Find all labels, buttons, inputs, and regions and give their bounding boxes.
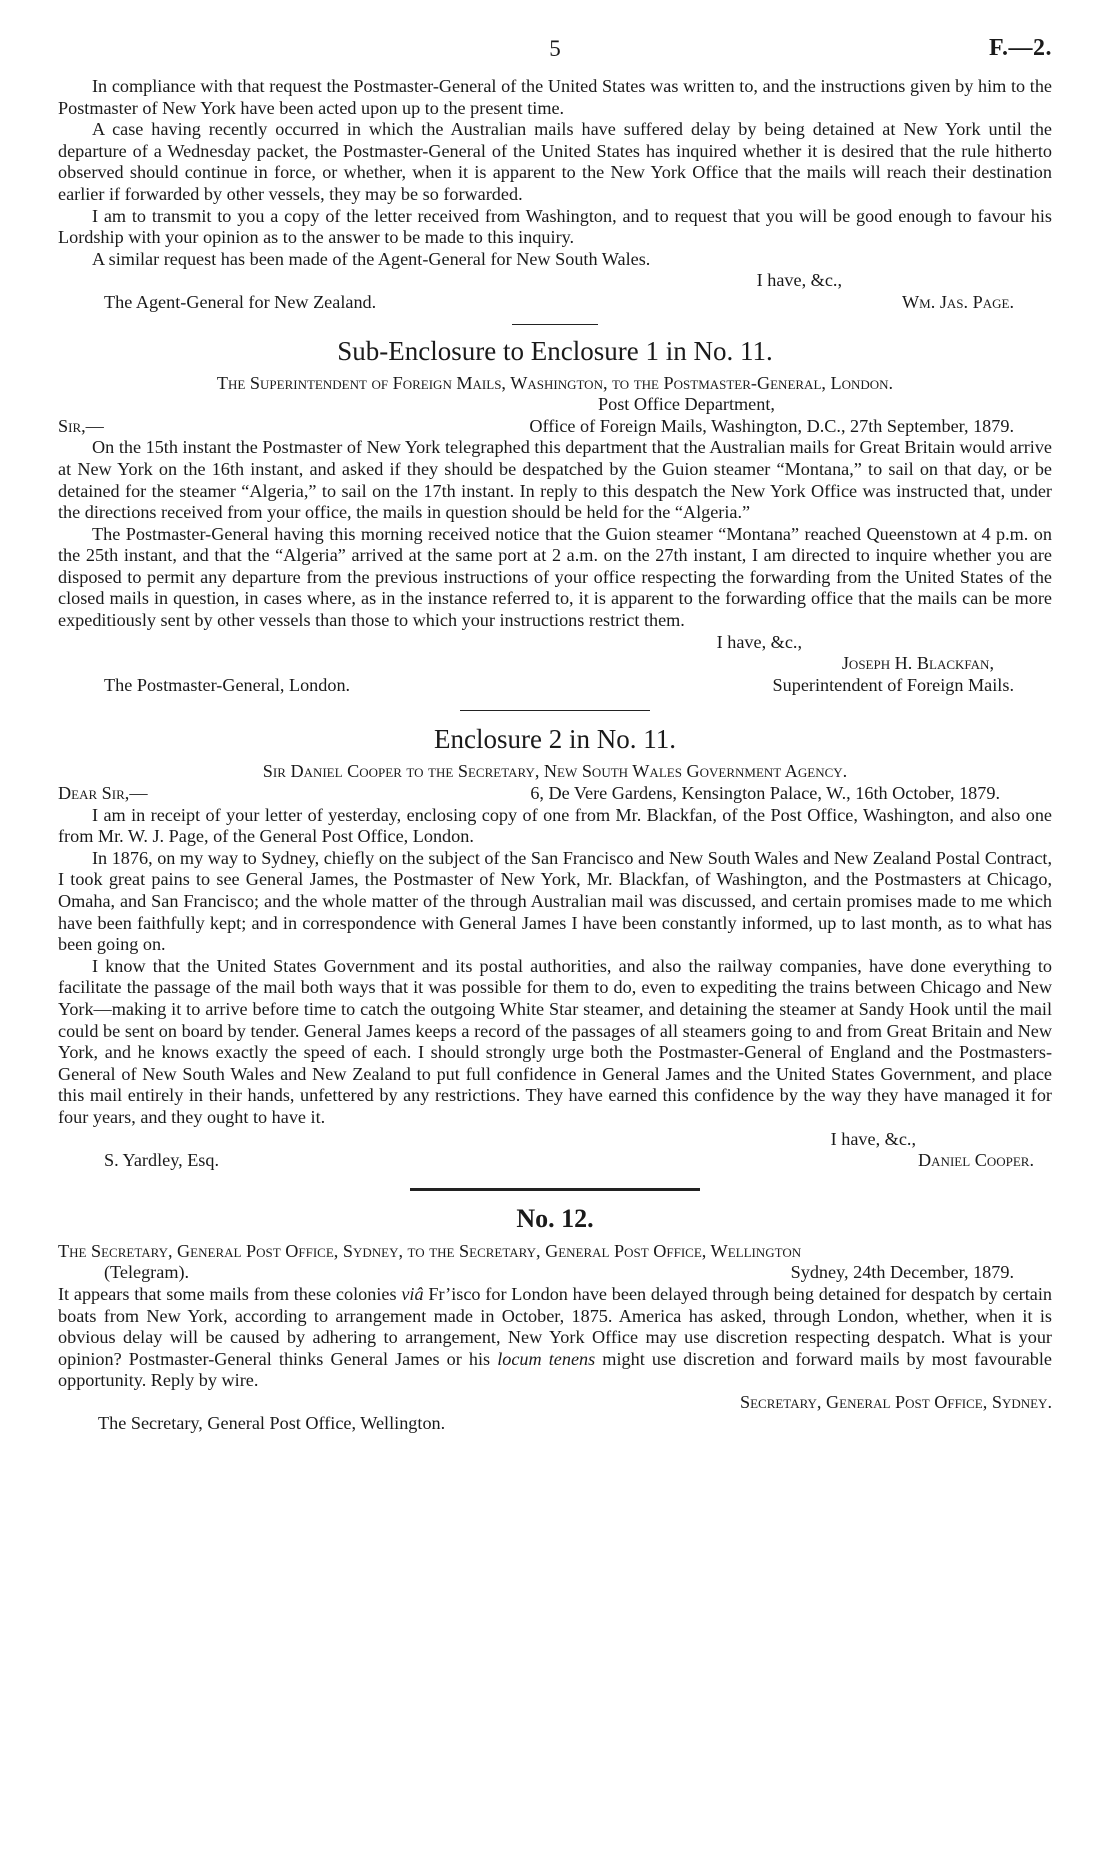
paragraph: A case having recently occurred in which the Australian mails have suffered delay by being detained at New York until the departure of a Wednesday packet, the Postmaster-General of the United States has inquired whether it is desired that the rule hitherto observed should continue in force, or whether, when it is apparent to the New York Office that the mails will reach their destination earlier if forwarded by other vessels, they may be so forwarded.: [58, 119, 1052, 204]
page-header: [58, 30, 1052, 76]
divider: [512, 324, 598, 325]
via-italic: viâ: [401, 1283, 424, 1304]
section-title: No. 12.: [516, 1203, 594, 1233]
signature: Secretary, General Post Office, Sydney.: [739, 1391, 1052, 1412]
paragraph: In compliance with that request the Postmaster-General of the United States was written to, and the instructions given by him to the Postmaster of New York have been acted upon up to the present time.: [58, 76, 1052, 118]
signature: Joseph H. Blackfan,: [841, 653, 994, 674]
paragraph: On the 15th instant the Postmaster of New York telegraphed this department that the Australian mails for Great Britain would arrive at New York on the 16th instant, and asked if they should be despatched by the Guion steamer “Montana,” to sail on that day, or be detained for the steamer “Algeria,” to sail on the 17th instant. In reply to this despatch the New York Office was instructed that, under the directions received from your office, the mails in question should be held for the “Algeria.”: [58, 437, 1052, 523]
telegram-label: (Telegram).: [104, 1262, 190, 1283]
addressee: The Secretary, General Post Office, Wellington.: [98, 1413, 446, 1434]
page-number: 5: [549, 36, 561, 61]
paragraph: I know that the United States Government and its postal authorities, and also the railway companies, have done everything to facilitate the passage of the mail both ways that it was possible for them to do, even to expediting the trains between Chicago and New York—making it to arrive before time to catch the outgoing White Star steamer, and detaining the steamer at Sandy Hook until the mail could be sent on board by tender. General James keeps a record of the passages of all steamers going to and from Great Britain and New York, and he knows exactly the speed of each. I should strongly urge both the Postmaster-General of England and the Postmasters-General of New South Wales and New Zealand to put full confidence in General James and the United States Government, and place this mail entirely in their hands, unfettered by any restrictions. They have earned this confidence by the way they have managed it for four years, and they ought to have it.: [58, 955, 1052, 1127]
section-title: Sub-Enclosure to Enclosure 1 in No. 11.: [337, 335, 773, 366]
addressee: The Postmaster-General, London.: [104, 674, 351, 695]
salutation: Dear Sir,—: [58, 783, 148, 804]
office-date-line: Office of Foreign Mails, Washington, D.C., 27th September, 1879.: [529, 415, 1014, 436]
paragraph: I am in receipt of your letter of yesterday, enclosing copy of one from Mr. Blackfan, of the Post Office, Washington, and also one from Mr. W. J. Page, of the General Post Office, London.: [58, 804, 1052, 847]
body-text: Fr’isco for London have been delayed through being detained for despatch by certain boats from New York, according to arrangement made in October, 1875. America has asked, through London, whether, when it is obvious delay will be caused by adhering to arrangement, New York Office may use discretion respecting despatch. What is your opinion? Postmaster-General thinks General James or his: [58, 1283, 1052, 1369]
body-text: It appears that some mails from these colonies: [58, 1283, 402, 1304]
addressee: S. Yardley, Esq.: [104, 1150, 220, 1171]
signature: Wm. Jas. Page.: [902, 291, 1014, 312]
closing: I have, &c.,: [830, 1128, 916, 1149]
from-to-line: The Secretary, General Post Office, Sydney, to the Secretary, General Post Office, Wellington: [58, 1240, 802, 1261]
telegram-body: [58, 1284, 1052, 1392]
signature-title: Superintendent of Foreign Mails.: [772, 674, 1014, 695]
divider: [460, 710, 650, 711]
date-line: Sydney, 24th December, 1879.: [790, 1262, 1014, 1283]
paragraph: The Postmaster-General having this morning received notice that the Guion steamer “Montana” reached Queenstown at 4 p.m. on the 25th instant, and that the “Algeria” arrived at the same port at 2 a.m. on the 27th instant, I am directed to inquire whether you are disposed to permit any departure from the previous instructions of your office respecting the forwarding from the United States of the closed mails in question, in cases where, as in the instance referred to, it is apparent to the forwarding office that the mails can be more expeditiously sent by other vessels than those to which your instructions restrict them.: [58, 523, 1052, 631]
paragraph: I am to transmit to you a copy of the letter received from Washington, and to request that you will be good enough to favour his Lordship with your opinion as to the answer to be made to this inquiry.: [58, 205, 1052, 248]
from-to-line: Sir Daniel Cooper to the Secretary, New South Wales Government Agency.: [262, 761, 848, 782]
letter-continuation: [58, 76, 1052, 314]
signature: Daniel Cooper.: [918, 1150, 1034, 1171]
from-to-line: The Superintendent of Foreign Mails, Washington, to the Postmaster-General, London.: [216, 372, 894, 393]
address-date-line: 6, De Vere Gardens, Kensington Palace, W., 16th October, 1879.: [530, 783, 1000, 804]
body-text: might use discretion and forward mails by most favourable opportunity. Reply by wire.: [58, 1348, 1052, 1391]
sub-enclosure-section: [58, 335, 1052, 697]
salutation: Sir,—: [58, 415, 104, 436]
enclosure-2-section: [58, 723, 1052, 1171]
document-code: F.—2.: [989, 35, 1052, 61]
closing: I have, &c.,: [716, 631, 802, 652]
section-title: Enclosure 2 in No. 11.: [434, 724, 676, 755]
paragraph: A similar request has been made of the Agent-General for New South Wales.: [92, 248, 651, 269]
paragraph: In 1876, on my way to Sydney, chiefly on the subject of the San Francisco and New South Wales and New Zealand Postal Contract, I took great pains to see General James, the Postmaster of New York, Mr. Blackfan, of Washington, and the Postmasters at Chicago, Omaha, and San Francisco; and the whole matter of the through Australian mail was discussed, and certain promises made to me which have been faithfully kept; and in correspondence with General James I have been constantly informed, up to last month, as to what has been going on.: [58, 847, 1052, 955]
addressee: The Agent-General for New Zealand.: [104, 291, 377, 312]
no-12-section: [58, 1203, 1052, 1435]
office-line: Post Office Department,: [598, 394, 775, 415]
closing: I have, &c.,: [756, 270, 842, 291]
locum-tenens-italic: locum tenens: [497, 1348, 596, 1369]
divider: [410, 1188, 700, 1191]
